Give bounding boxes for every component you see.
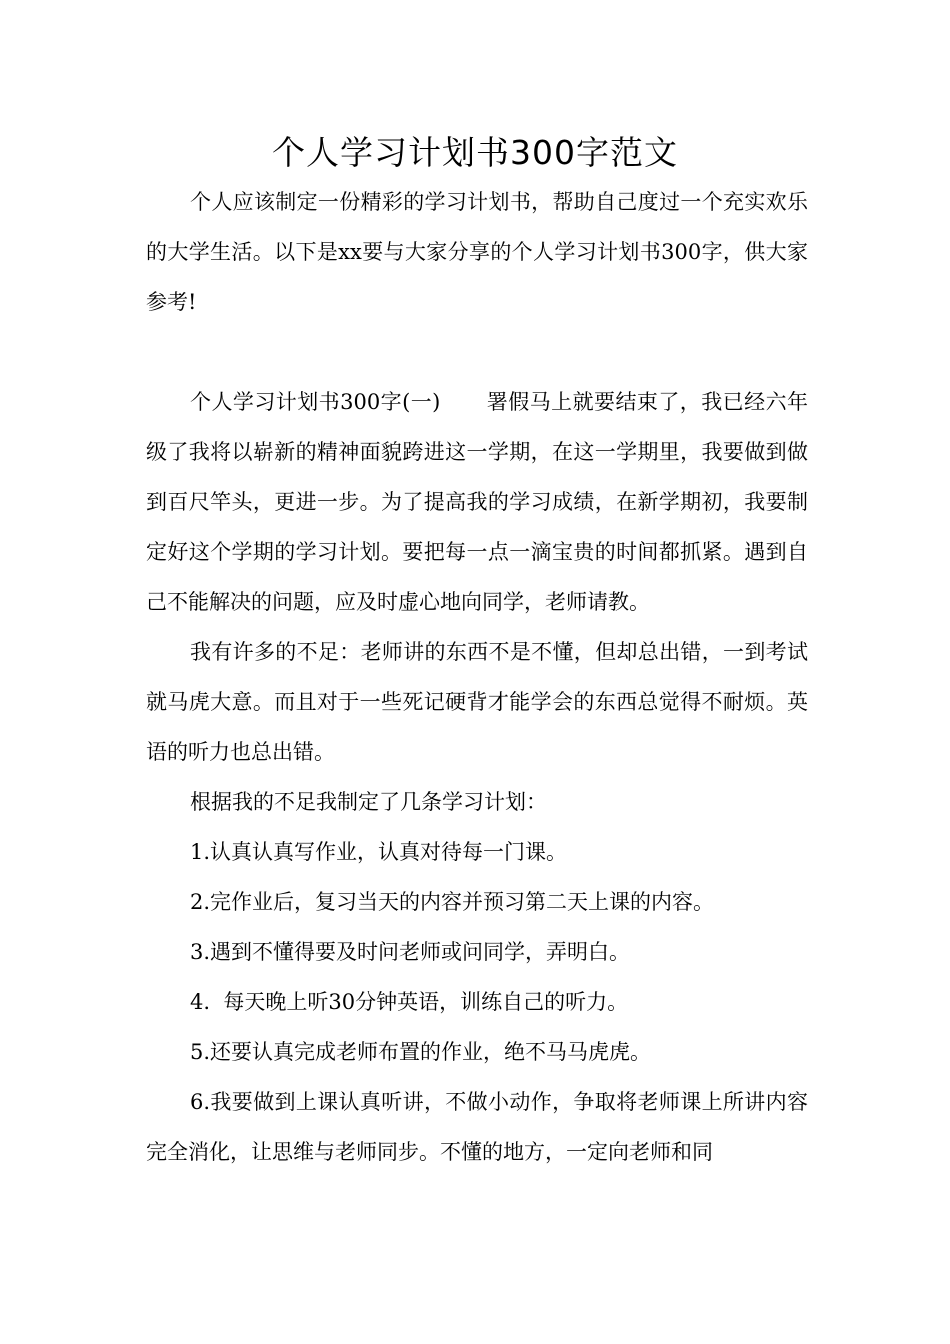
section-heading: 个人学习计划书300字(一) xyxy=(190,390,441,414)
section-first-text: 署假马上就要结束了，我已经六年级了我将以崭新的精神面貌跨进这一学期，在这一学期里，我要做到做到百尺竿头，更进一步。为了提高我的学习成绩，在新学期初，我要制定好这个学期的学习计划。要把每一点一滴宝贵的时间都抓紧。遇到自己不能解决的问题，应及时虚心地向同学，老师请教。 xyxy=(146,390,809,614)
intro-paragraph: 个人应该制定一份精彩的学习计划书，帮助自己度过一个充实欢乐的大学生活。以下是xx要与大家分享的个人学习计划书300字，供大家参考! xyxy=(146,190,808,314)
document-body xyxy=(146,177,808,1177)
plan-item-2: 2.完作业后，复习当天的内容并预习第二天上课的内容。 xyxy=(190,890,715,914)
document-title: 个人学习计划书300字范文 xyxy=(272,133,678,172)
plan-item-6: 6.我要做到上课认真听讲，不做小动作，争取将老师课上所讲内容完全消化，让思维与老师同步。不懂的地方，一定向老师和同 xyxy=(146,1090,808,1164)
plan-intro-paragraph: 根据我的不足我制定了几条学习计划： xyxy=(190,790,547,814)
weakness-paragraph: 我有许多的不足：老师讲的东西不是不懂，但却总出错，一到考试就马虎大意。而且对于一些死记硬背才能学会的东西总觉得不耐烦。英语的听力也总出错。 xyxy=(146,640,808,764)
plan-item-1: 1.认真认真写作业，认真对待每一门课。 xyxy=(190,840,568,864)
section-first-paragraph xyxy=(146,377,808,627)
plan-item-3: 3.遇到不懂得要及时问老师或问同学，弄明白。 xyxy=(190,940,631,964)
plan-item-4: 4. 每天晚上听30分钟英语，训练自己的听力。 xyxy=(190,990,629,1014)
plan-item-5: 5.还要认真完成老师布置的作业，绝不马马虎虎。 xyxy=(190,1040,652,1064)
